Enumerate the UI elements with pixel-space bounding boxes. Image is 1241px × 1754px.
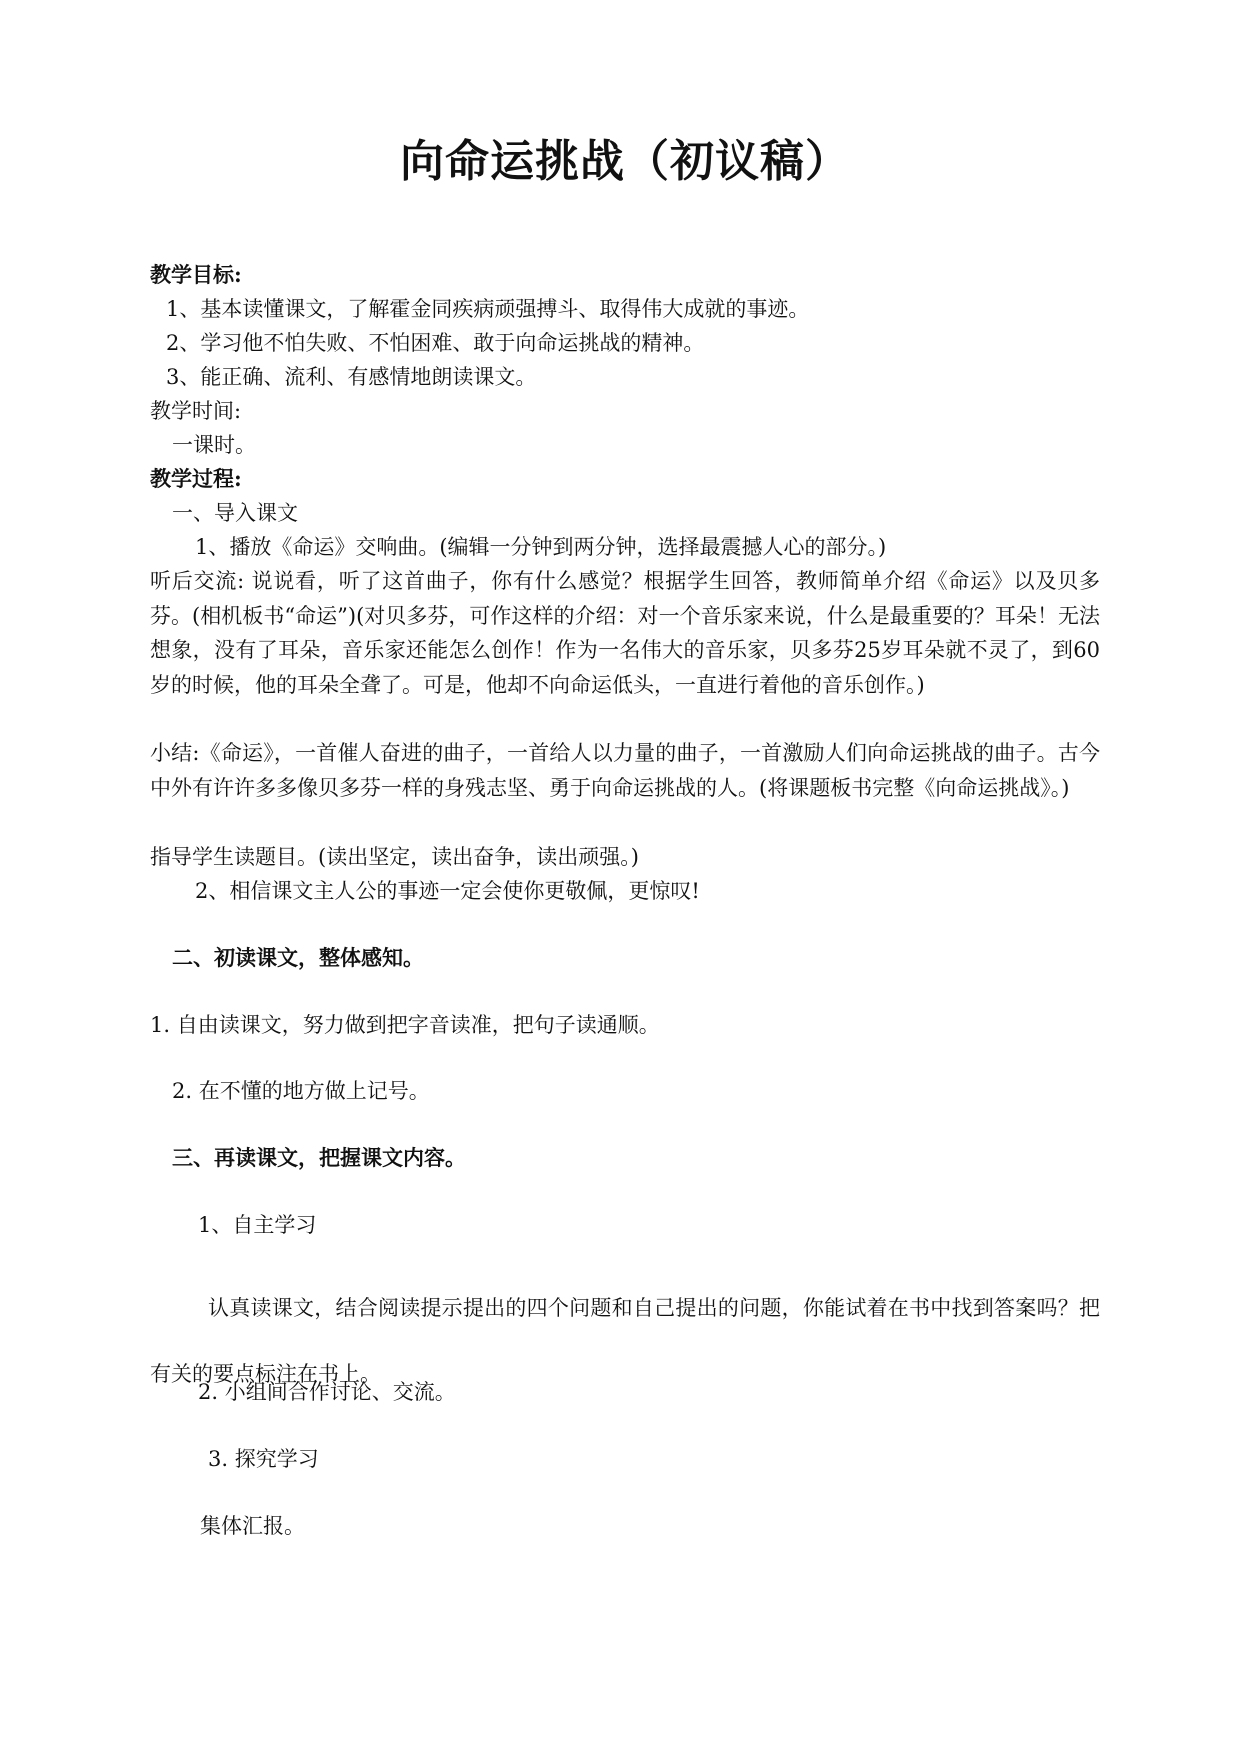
part3-item-2: 2. 小组间合作讨论、交流。	[198, 1380, 456, 1404]
goal-item-1: 1、基本读懂课文，了解霍金同疾病顽强搏斗、取得伟大成就的事迹。	[166, 297, 810, 321]
process-heading: 教学过程:	[150, 466, 242, 491]
part1-step2: 2、相信课文主人公的事迹一定会使你更敬佩，更惊叹!	[195, 879, 700, 903]
part3-item3-body: 集体汇报。	[200, 1514, 305, 1538]
part2-item-2: 2. 在不懂的地方做上记号。	[172, 1079, 430, 1103]
part3-item-1: 1、自主学习	[198, 1213, 317, 1237]
goal-item-3: 3、能正确、流利、有感情地朗读课文。	[166, 365, 537, 389]
part2-heading: 二、初读课文，整体感知。	[172, 945, 424, 970]
time-heading: 教学时间:	[150, 399, 242, 423]
part3-item-3: 3. 探究学习	[208, 1447, 319, 1471]
time-value: 一课时。	[172, 433, 256, 457]
document-title: 向命运挑战（初议稿）	[400, 136, 850, 187]
part1-exchange-paragraph: 听后交流: 说说看，听了这首曲子，你有什么感觉？根据学生回答，教师简单介绍《命运》以及贝多芬。(相机板书“命运”)(对贝多芬，可作这样的介绍：对一个音乐家来说，什么是最重要的？耳朵！无法想象，没有了耳朵，音乐家还能怎么创作！作为一名伟大的音乐家，贝多芬25岁耳朵就不灵了，到60岁的时候，他的耳朵全聋了。可是，他却不向命运低头，一直进行着他的音乐创作。)	[150, 569, 1100, 697]
part1-heading: 一、导入课文	[172, 501, 298, 525]
part1-summary-paragraph: 小结:《命运》，一首催人奋进的曲子，一首给人以力量的曲子，一首激励人们向命运挑战的曲子。古今中外有许许多多像贝多芬一样的身残志坚、勇于向命运挑战的人。(将课题板书完整《向命运挑战》。)	[150, 741, 1100, 800]
goal-item-2: 2、学习他不怕失败、不怕困难、敢于向命运挑战的精神。	[166, 331, 705, 355]
part3-item1-body: 认真读课文，结合阅读提示提出的四个问题和自己提出的问题，你能试着在书中找到答案吗？把有关的要点标注在书上。	[150, 1296, 1100, 1386]
part2-item-1: 1. 自由读课文，努力做到把字音读准，把句子读通顺。	[150, 1013, 660, 1037]
part1-guide: 指导学生读题目。(读出坚定，读出奋争，读出顽强。)	[150, 845, 639, 869]
goals-heading: 教学目标:	[150, 262, 242, 287]
part1-step1: 1、播放《命运》交响曲。(编辑一分钟到两分钟，选择最震撼人心的部分。)	[195, 535, 887, 559]
part3-heading: 三、再读课文，把握课文内容。	[172, 1145, 466, 1170]
